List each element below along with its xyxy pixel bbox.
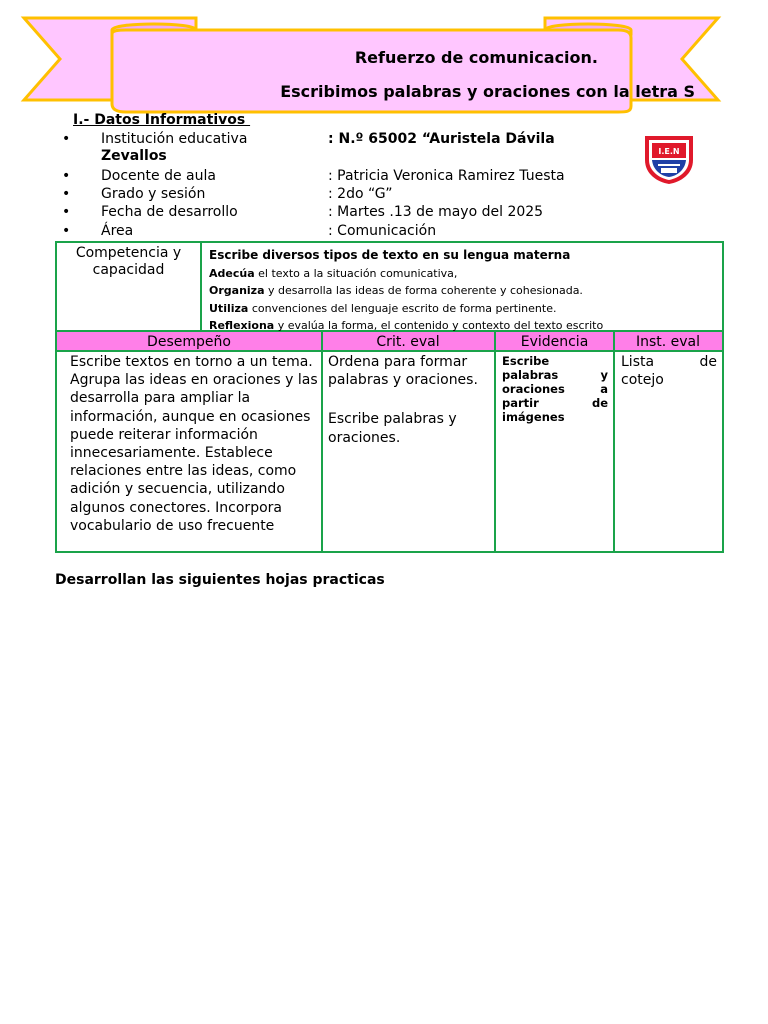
info-value: : Martes .13 de mayo del 2025 [328,204,544,220]
cell-desempeno: Escribe textos en torno a un tema. Agrupa las ideas en oraciones y las desarrolla para ampliar la información, aunque en ocasiones puede reiterar información innecesariamente. Establece relaciones entre las ideas, como adición y secuencia, utilizando algunos conectores. Incorpora vocabulario de uso frecuente [70,354,318,534]
bullet-icon: • [62,186,71,202]
capacidad-item: Organiza y desarrolla las ideas de forma coherente y cohesionada. [209,284,583,297]
logo-letters: I.E.N [658,147,680,156]
competencia-heading: Escribe diversos tipos de texto en su lengua materna [209,248,571,262]
bullet-icon: • [62,168,71,184]
banner-subtitle: Escribimos palabras y oraciones con la letra S [280,82,695,101]
info-label: Institución educativa [101,131,248,147]
info-label: Área [101,223,134,239]
criterio-item: Ordena para formar palabras y oraciones. [328,354,478,389]
competencia-label: Competencia y capacidad [57,243,202,330]
header-inst-eval: Inst. eval [614,332,722,352]
info-value: : Patricia Veronica Ramirez Tuesta [328,168,565,184]
column-divider [321,332,323,551]
school-shield-icon [641,130,697,186]
section-heading: I.- Datos Informativos [73,112,251,128]
info-label: Docente de aula [101,168,216,184]
info-value: : N.º 65002 “Auristela Dávila [328,131,555,147]
bullet-icon: • [62,223,71,239]
capacidad-item: Utiliza convenciones del lenguaje escrito de forma pertinente. [209,301,557,315]
cell-crit-eval [328,353,488,447]
footer-note: Desarrollan las siguientes hojas practicas [55,572,385,588]
header-desempeno: Desempeño [57,332,321,352]
info-label: Fecha de desarrollo [101,204,238,220]
info-value: : Comunicación [328,223,437,239]
desempeno-table [55,332,724,553]
competencia-table [55,241,724,332]
column-divider [494,332,496,551]
cell-evidencia: Escribe palabras y oraciones a partir de imágenes [502,354,608,424]
bullet-icon: • [62,131,71,147]
cell-inst-eval: Lista de cotejo [621,354,717,389]
criterio-item: Escribe palabras y oraciones. [328,411,457,446]
capacidad-item: Adecúa el texto a la situación comunicativa, [209,266,458,280]
capacidad-item: Reflexiona y evalúa la forma, el contenido y contexto del texto escrito [209,319,604,332]
header-crit-eval: Crit. eval [321,332,495,352]
banner-title: Refuerzo de comunicacion. [354,48,598,67]
info-label: Grado y sesión [101,186,206,202]
info-value: : 2do “G” [328,186,393,202]
header-evidencia: Evidencia [495,332,614,352]
column-divider [613,332,615,551]
competencia-content [209,247,603,335]
info-value-continued: Zevallos [101,148,167,164]
bullet-icon: • [62,204,71,220]
